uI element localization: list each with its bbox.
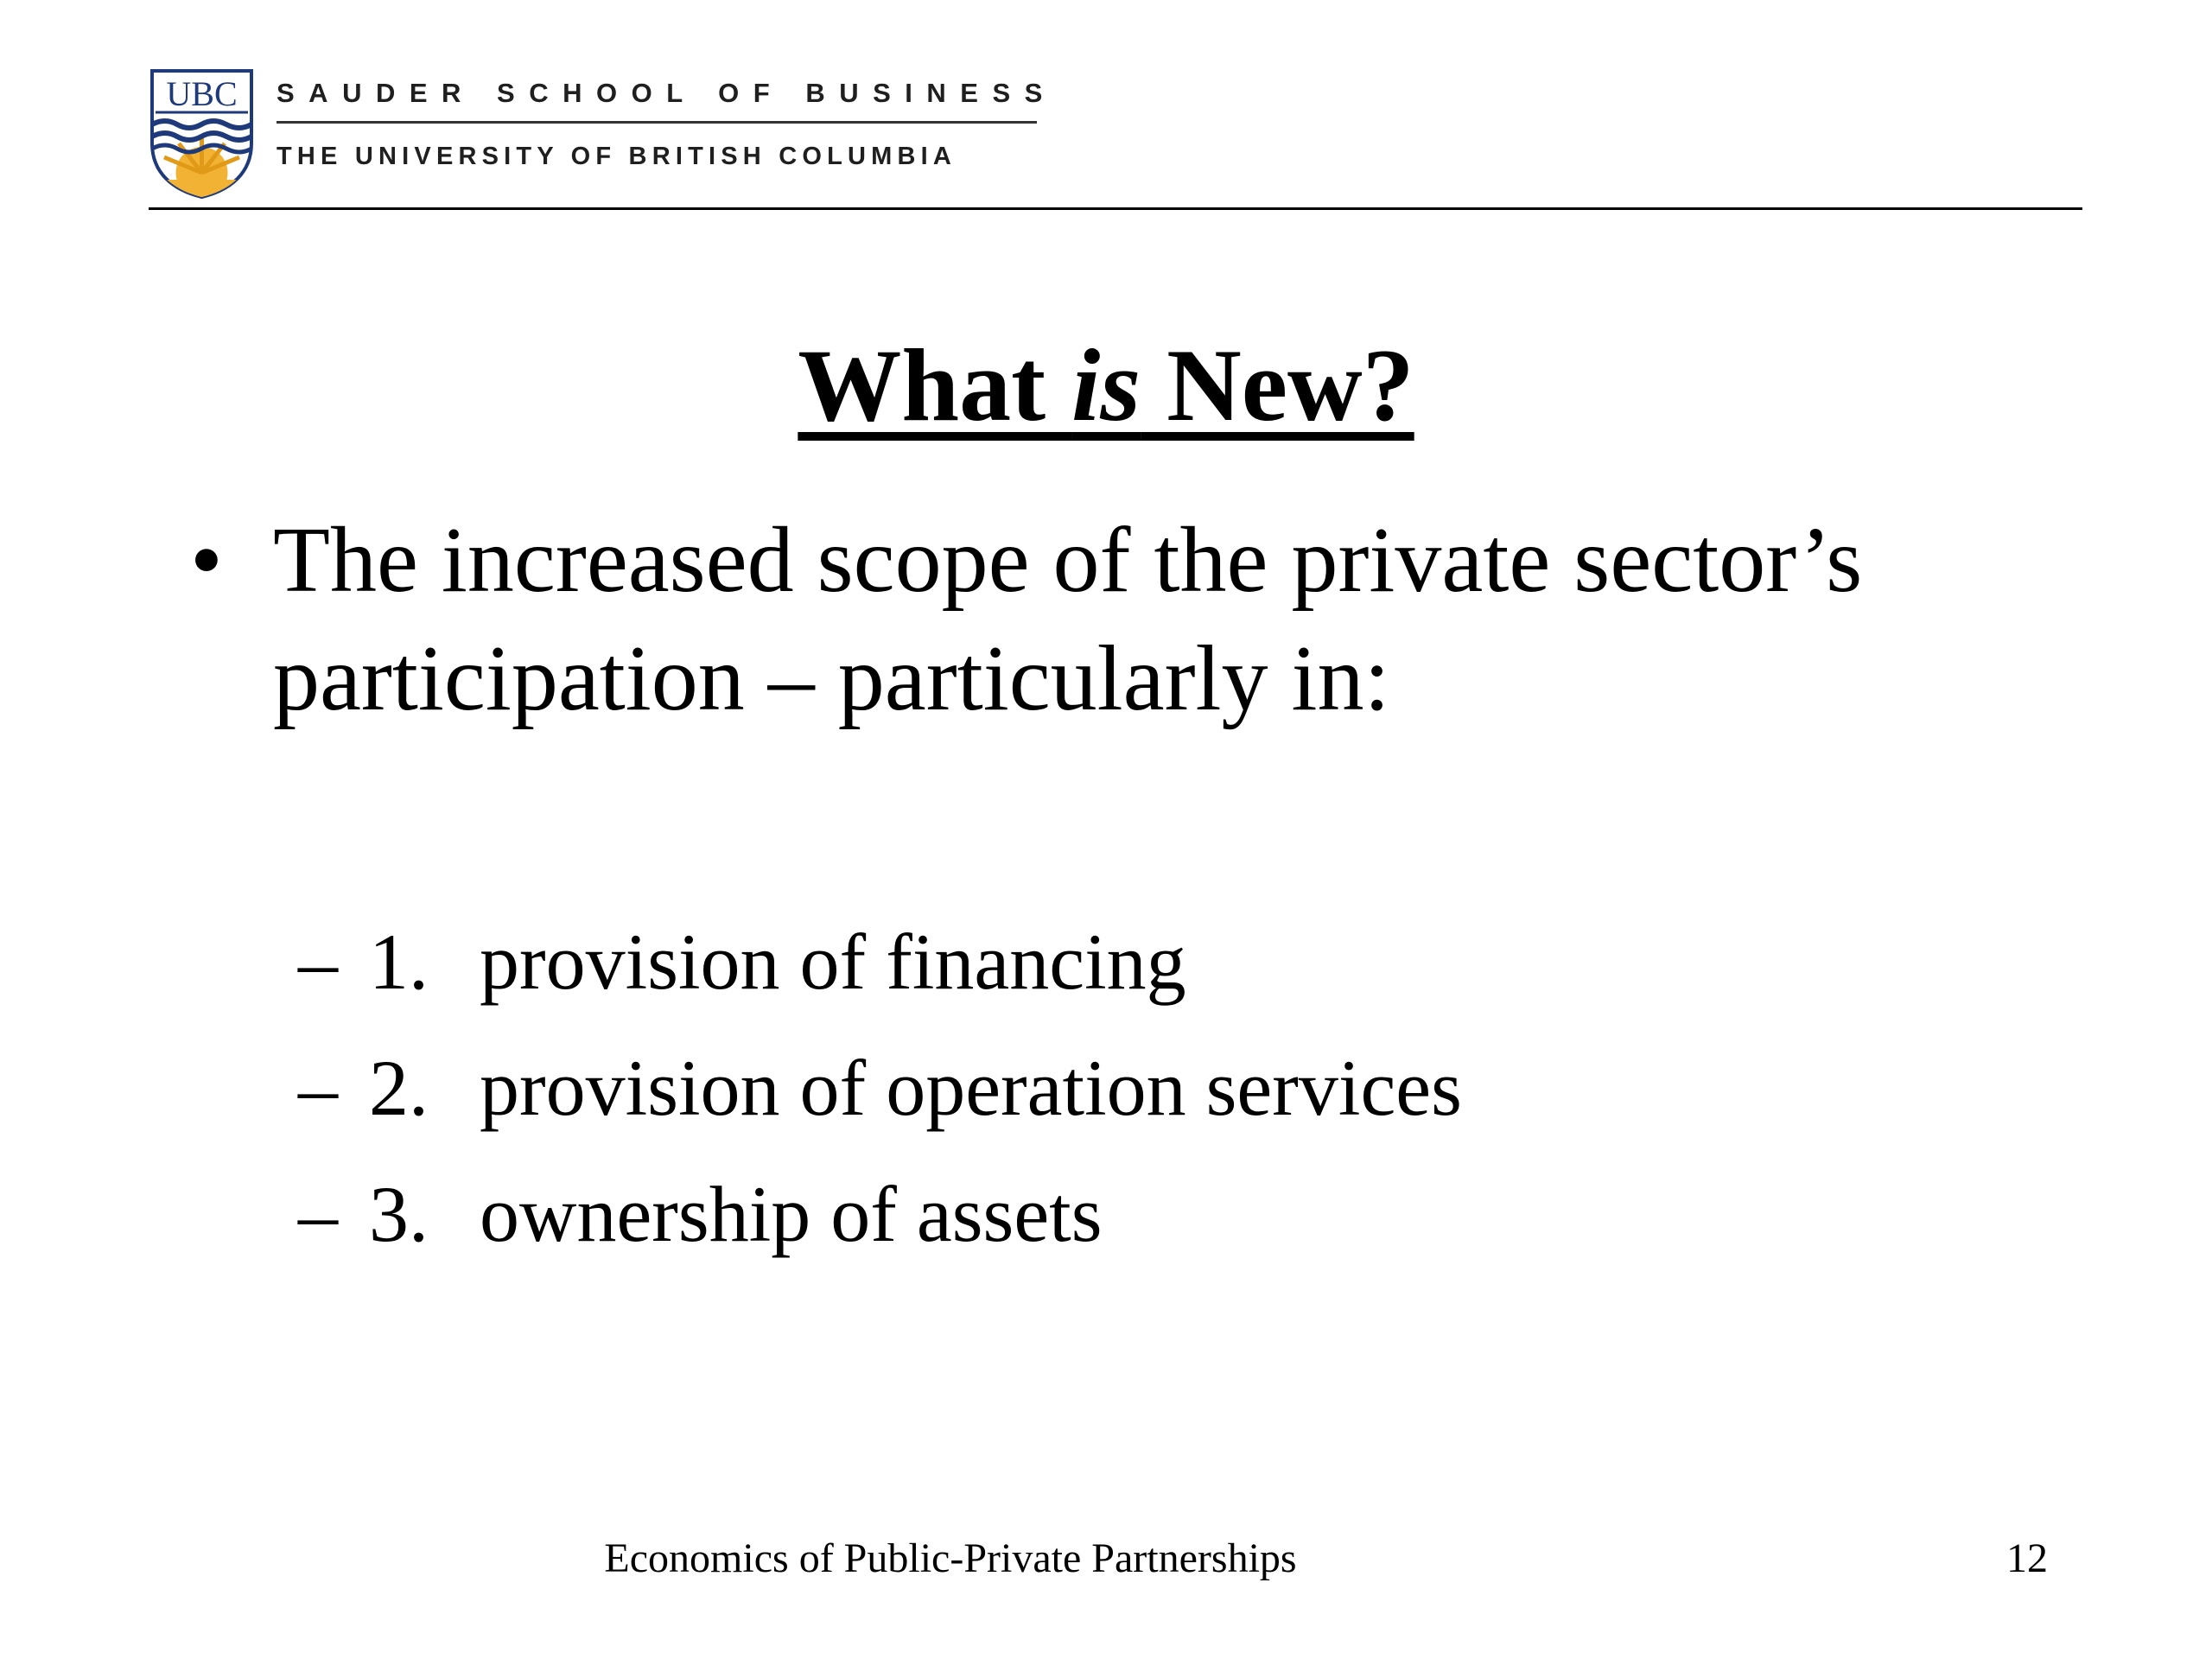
sub-bullet-list (298, 899, 2026, 1277)
list-item (298, 899, 2026, 1025)
sub-item-text: ownership of assets (480, 1170, 1103, 1258)
sub-item-number: 1. (369, 918, 429, 1006)
sub-item-number: 2. (369, 1044, 429, 1132)
ubc-crest-logo (149, 67, 255, 199)
sub-item-text: provision of financing (480, 918, 1186, 1006)
svg-text:UBC: UBC (166, 74, 238, 113)
sub-item-dash: – (298, 918, 338, 1006)
slide-title (0, 328, 2212, 442)
bullet-text: The increased scope of the private sector’s participation – particularly in: (273, 509, 1863, 730)
slide-title-text (798, 327, 1414, 442)
slide-header (149, 67, 2082, 209)
title-before: What (798, 327, 1072, 442)
sub-item-dash: – (298, 1044, 338, 1132)
title-emphasis: is (1071, 327, 1141, 442)
sub-item-number: 3. (369, 1170, 429, 1258)
title-after: New? (1141, 327, 1414, 442)
list-item (298, 1025, 2026, 1151)
header-divider-small (276, 121, 1037, 124)
page-number: 12 (2006, 1535, 2048, 1581)
sub-item-dash: – (298, 1170, 338, 1258)
bullet-marker: • (190, 509, 223, 612)
university-name: THE UNIVERSITY OF BRITISH COLUMBIA (276, 143, 957, 170)
list-item (298, 1151, 2026, 1277)
header-divider (149, 207, 2082, 210)
school-name: SAUDER SCHOOL OF BUSINESS (276, 78, 1057, 108)
footer-title: Economics of Public-Private Partnerships (604, 1535, 1297, 1581)
sub-item-text: provision of operation services (480, 1044, 1462, 1132)
